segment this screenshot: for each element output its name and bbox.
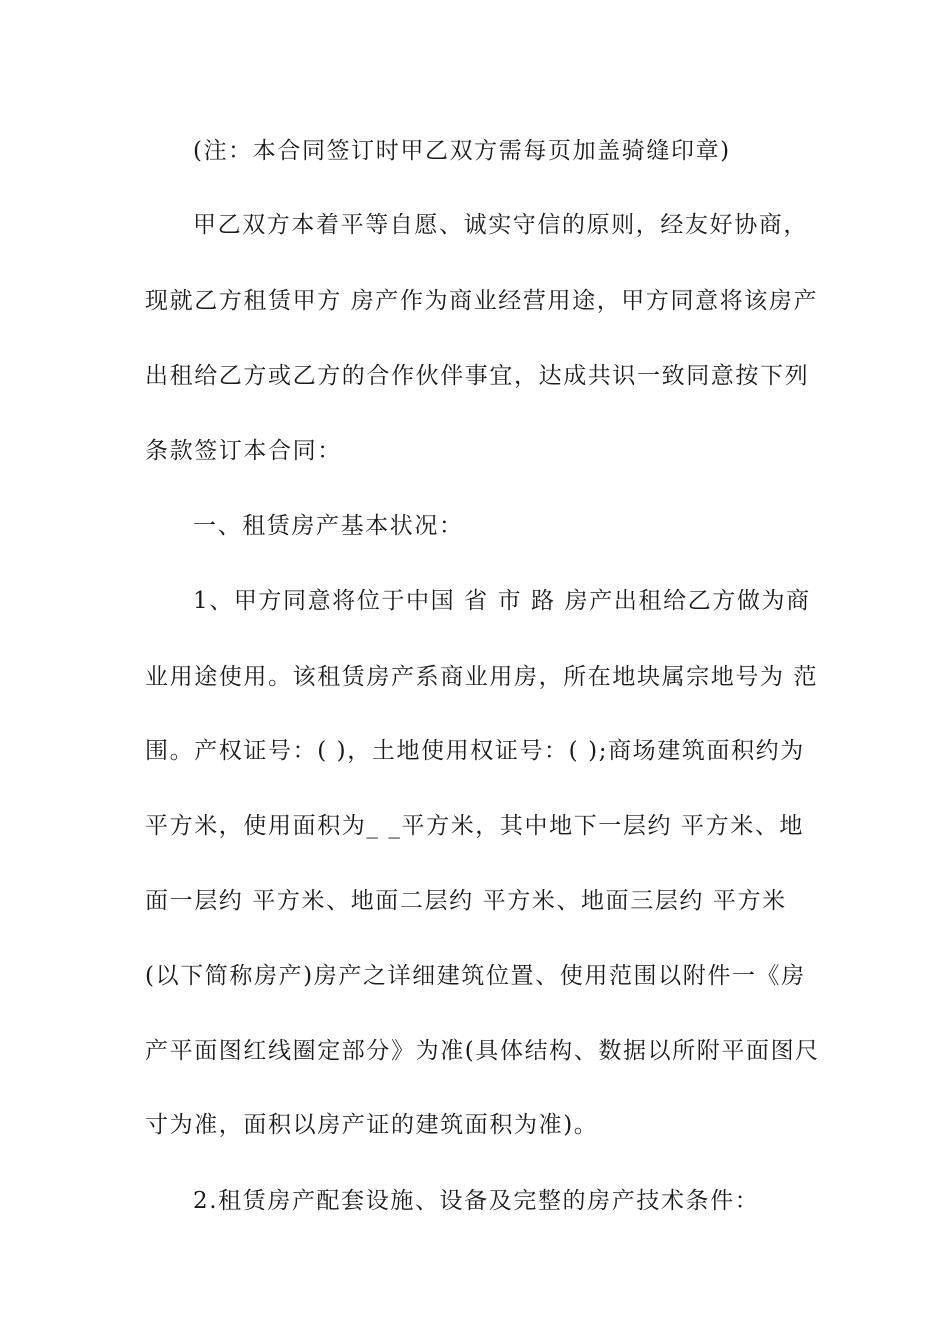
- seal-note: (注：本合同签订时甲乙双方需每页加盖骑缝印章): [193, 138, 731, 164]
- paragraph-line: 出租给乙方或乙方的合作伙伴事宜，达成共识一致同意按下列: [145, 363, 810, 389]
- paragraph-line: 条款签订本合同：: [145, 438, 342, 464]
- paragraph-line: (以下简称房产)房产之详细建筑位置、使用范围以附件一《房: [145, 963, 806, 989]
- paragraph-line: 1、甲方同意将位于中国 省 市 路 房产出租给乙方做为商: [193, 588, 811, 614]
- paragraph-line: 面一层约 平方米、地面二层约 平方米、地面三层约 平方米: [145, 888, 787, 914]
- paragraph-line: 业用途使用。该租赁房产系商业用房，所在地块属宗地号为 范: [145, 664, 819, 690]
- paragraph-line: 平方米，使用面积为_ _平方米，其中地下一层约 平方米、地: [145, 813, 805, 839]
- paragraph-line: 现就乙方租赁甲方 房产作为商业经营用途，甲方同意将该房产: [145, 288, 819, 314]
- paragraph-line: 产平面图红线圈定部分》为准(具体结构、数据以所附平面图尺: [145, 1038, 820, 1064]
- paragraph-line: 围。产权证号：( )，土地使用权证号：( );商场建筑面积约为: [145, 738, 805, 764]
- paragraph-line: 甲乙双方本着平等自愿、诚实守信的原则，经友好协商，: [193, 212, 808, 238]
- section-heading: 一、租赁房产基本状况：: [193, 513, 464, 539]
- paragraph-line: 2.租赁房产配套设施、设备及完整的房产技术条件：: [193, 1188, 760, 1214]
- paragraph-line: 寸为准，面积以房产证的建筑面积为准)。: [145, 1112, 599, 1138]
